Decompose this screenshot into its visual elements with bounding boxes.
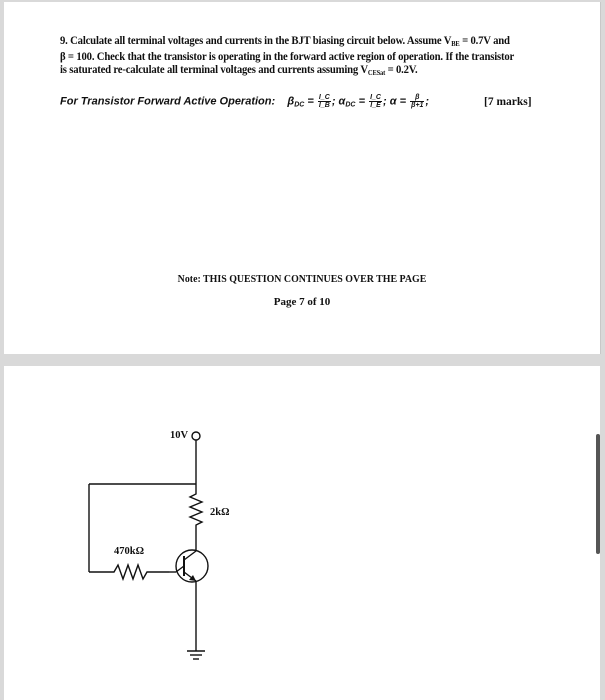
alpha-dc-symbol: α xyxy=(338,95,346,108)
beta-dc-symbol: β xyxy=(287,95,295,108)
frac2-den: I_E xyxy=(370,102,381,109)
fraction-ic-ib xyxy=(318,94,331,109)
fraction-beta xyxy=(410,94,424,109)
scrollbar[interactable] xyxy=(596,434,600,554)
frac3-den: β+1 xyxy=(411,102,424,109)
question-line-1-end: = 0.7V and xyxy=(459,35,510,47)
sep-2: ; xyxy=(382,95,387,108)
question-line-1: 9. Calculate all terminal voltages and currents in the BJT biasing circuit below. Assume V xyxy=(60,35,452,47)
beta-dc-sub: DC xyxy=(294,101,305,109)
question-text xyxy=(60,35,525,80)
continue-note: Note: THIS QUESTION CONTINUES OVER THE PAGE xyxy=(177,273,427,285)
eq-sign-2: = xyxy=(358,95,365,108)
frac1-den: I_B xyxy=(318,102,330,109)
supply-voltage-label: 10V xyxy=(170,430,189,441)
collector-lead xyxy=(184,551,196,560)
frac2-num: I_C xyxy=(370,94,381,101)
page-8 xyxy=(4,366,600,700)
base-lead-2 xyxy=(176,566,184,572)
formula-label: For Transistor Forward Active Operation: xyxy=(60,95,276,108)
fraction-ic-ie xyxy=(369,94,382,109)
supply-terminal-icon xyxy=(192,432,200,440)
vbe-subscript: BE xyxy=(451,40,460,48)
question-line-2: β = 100. Check that the transistor is operating in the forward active region of operation. If the transistor xyxy=(60,51,515,63)
eq-sign-3: = xyxy=(399,95,407,108)
collector-resistor xyxy=(190,484,202,538)
frac3-num: β xyxy=(410,94,424,102)
sep-3: ; xyxy=(425,95,430,108)
rb-label: 470kΩ xyxy=(114,546,144,557)
question-line-3: is saturated re-calculate all terminal voltages and currents assuming V xyxy=(60,64,368,76)
question-line-3-end: = 0.2V. xyxy=(385,64,418,76)
rc-label: 2kΩ xyxy=(210,507,230,518)
marks-label: [7 marks] xyxy=(484,96,532,108)
base-resistor xyxy=(89,565,169,579)
alpha-symbol: α xyxy=(389,95,397,108)
page-7 xyxy=(4,2,601,354)
frac1-num: I_C xyxy=(318,94,330,101)
sep-1: ; xyxy=(331,95,336,108)
bjt-bias-circuit xyxy=(4,366,600,700)
page-number: Page 7 of 10 xyxy=(273,296,331,308)
alpha-dc-sub: DC xyxy=(345,101,356,109)
eq-sign-1: = xyxy=(307,95,314,108)
vcesat-subscript: CESat xyxy=(367,69,386,77)
